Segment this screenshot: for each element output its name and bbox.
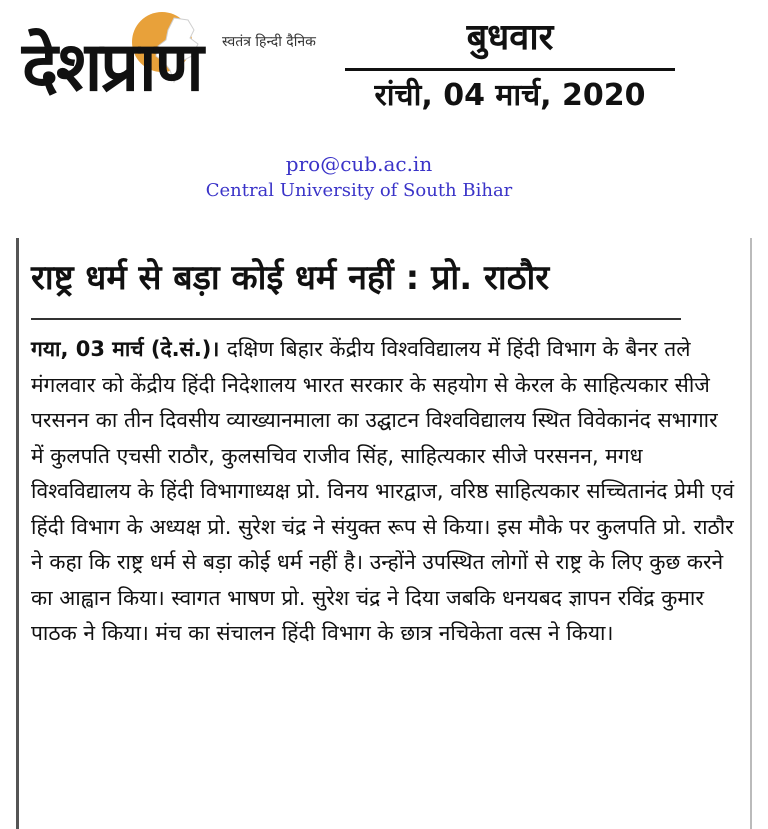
masthead (0, 0, 768, 150)
logo-title: देशप्राण (22, 28, 202, 107)
article-text: दक्षिण बिहार केंद्रीय विश्वविद्यालय में हिंदी विभाग के बैनर तले मंगलवार को केंद्रीय हिंदी निदेशालय भारत सरकार के सहयोग से केरल के साहित्यकार सीजे परसनन का तीन दिवसीय व्याख्यानमाला का उद्घाटन विश्वविद्यालय स्थित विवेकानंद सभागार में कुलपति एचसी राठौर, कुलसचिव राजीव सिंह, साहित्यकार सीजे परसनन, मगध विश्वविद्यालय के हिंदी विभागाध्यक्ष प्रो. विनय भारद्वाज, वरिष्ठ साहित्यकार सच्चितानंद प्रेमी एवं हिंदी विभाग के अध्यक्ष प्रो. सुरेश चंद्र ने संयुक्त रूप से किया। इस मौके पर कुलपति प्रो. राठौर ने कहा कि राष्ट्र धर्म से बड़ा कोई धर्म नहीं है। उन्होंने उपस्थित लोगों से राष्ट्र के लिए कुछ करने का आह्वान किया। स्वागत भाषण प्रो. सुरेश चंद्र ने दिया जबकि धनयबद ज्ञापन रविंद्र कुमार पाठक ने किया। मंच का संचालन हिंदी विभाग के छात्र नचिकेता वत्स ने किया। (31, 337, 735, 645)
date-divider (345, 68, 675, 71)
contact-email: pro@cub.ac.in (285, 152, 433, 176)
contact-block (0, 150, 768, 210)
article-dateline: गया, 03 मार्च (दे.सं.)। (31, 337, 227, 361)
headline-divider (31, 318, 681, 320)
contact-organization: Central University of South Bihar (205, 180, 513, 201)
article-headline: राष्ट्र धर्म से बड़ा कोई धर्म नहीं : प्रो. राठौर (31, 258, 550, 298)
date-line: रांची, 04 मार्च, 2020 (374, 78, 646, 113)
article-body (31, 332, 735, 652)
newspaper-logo (22, 12, 322, 130)
weekday: बुधवार (466, 17, 554, 58)
logo-tagline: स्वतंत्र हिन्दी दैनिक (222, 34, 316, 50)
news-article (16, 238, 752, 829)
date-block (345, 17, 675, 113)
